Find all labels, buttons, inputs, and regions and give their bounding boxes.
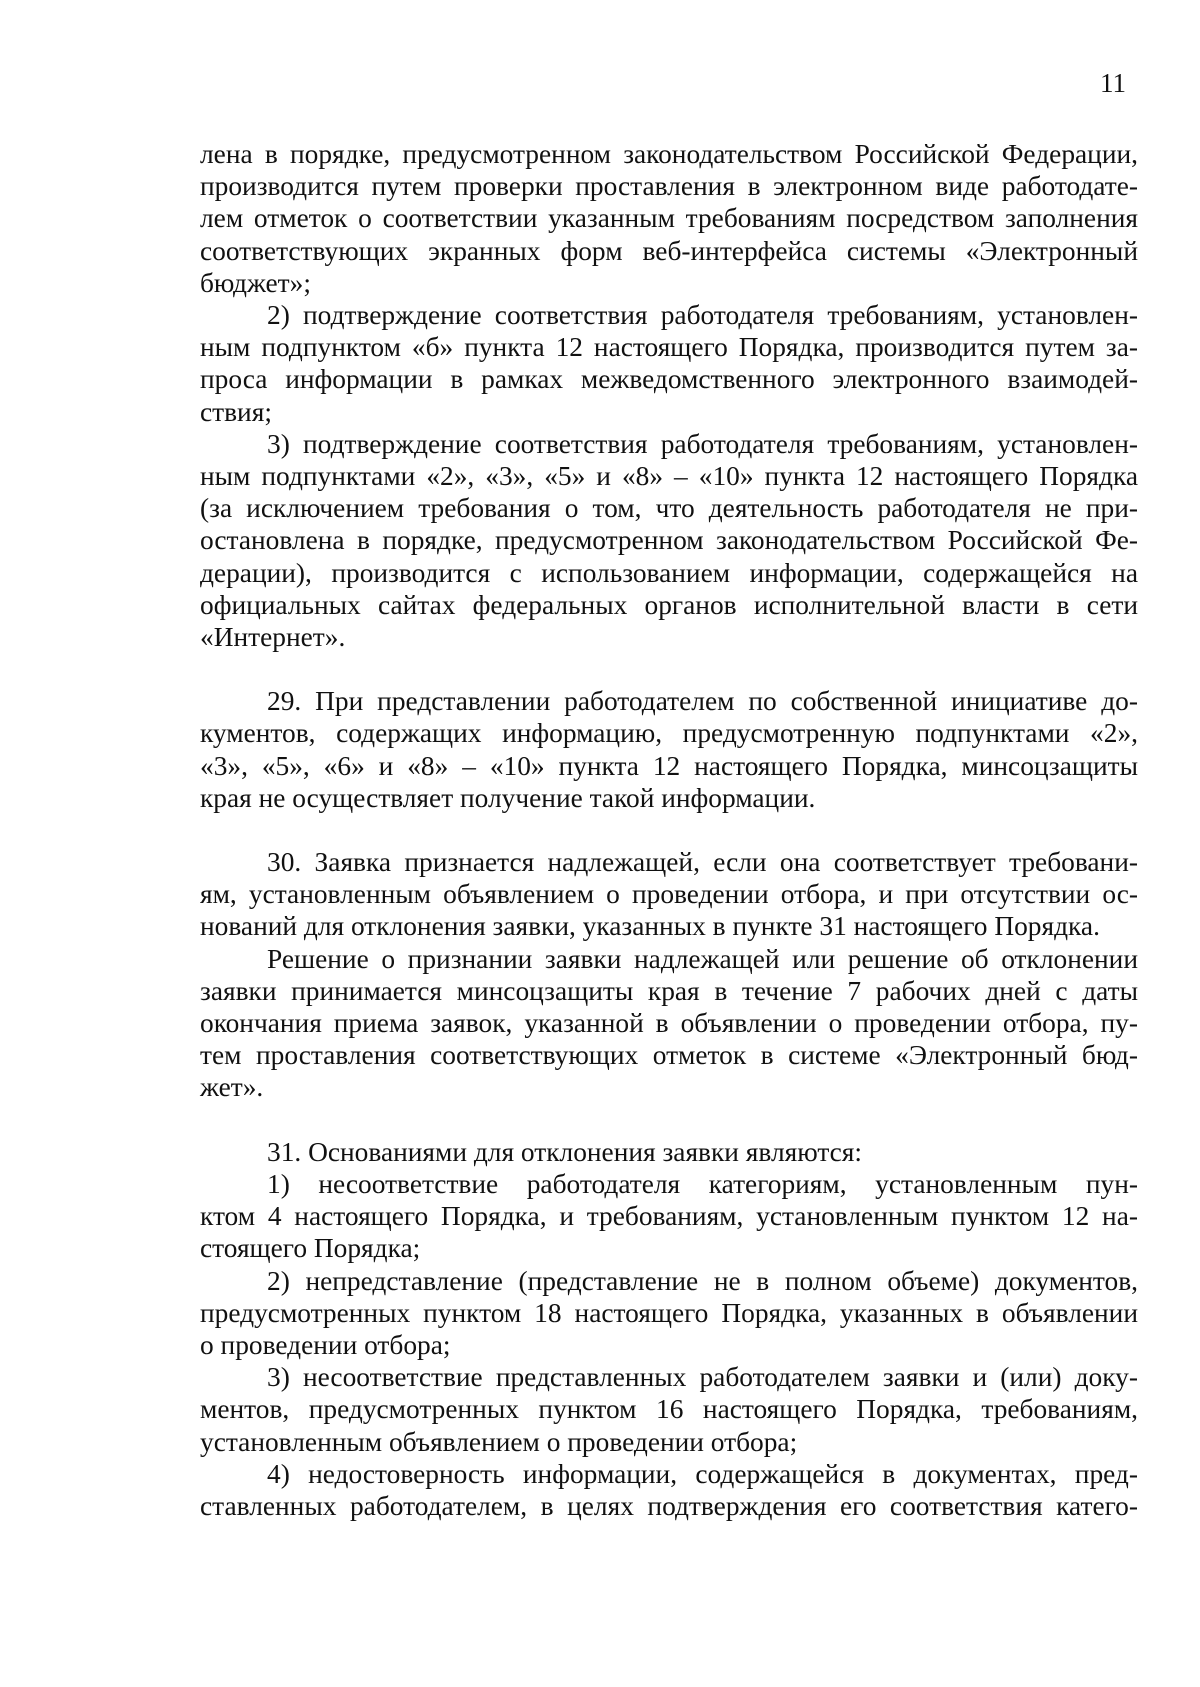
text-line: стоящего Порядка; xyxy=(200,1233,421,1264)
paragraph-p3 xyxy=(200,428,1138,653)
text-line: ным подпунктом «б» пункта 12 настоящего Порядка, производится путем за- xyxy=(200,332,1138,363)
text-line: 1) несоответствие работодателя категориям, установленным пун- xyxy=(267,1168,1138,1199)
text-line: заявки принимается минсоцзащиты края в течение 7 рабочих дней с даты xyxy=(200,975,1138,1006)
text-line: 2) непредставление (представление не в полном объеме) документов, xyxy=(267,1265,1138,1296)
paragraph-p6 xyxy=(200,943,1138,1104)
text-line: «3», «5», «6» и «8» – «10» пункта 12 настоящего Порядка, минсоцзащиты xyxy=(200,750,1138,781)
text-line: установленным объявлением о проведении отбора; xyxy=(200,1426,798,1457)
paragraph-p8 xyxy=(200,1168,1138,1265)
document-body xyxy=(200,138,1138,1522)
text-line: бюджет»; xyxy=(200,267,311,298)
text-line: о проведении отбора; xyxy=(200,1329,451,1360)
text-line: ктом 4 настоящего Порядка, и требованиям, установленным пунктом 12 на- xyxy=(200,1201,1138,1232)
paragraph-p7 xyxy=(200,1136,1138,1168)
paragraph-p1 xyxy=(200,138,1138,299)
paragraph-p10 xyxy=(200,1361,1138,1458)
text-line: «Интернет». xyxy=(200,622,346,653)
paragraph-gap xyxy=(200,1104,1138,1136)
text-line: ствия; xyxy=(200,396,272,427)
text-line: жет». xyxy=(200,1072,264,1103)
text-line: Решение о признании заявки надлежащей или решение об отклонении xyxy=(267,943,1138,974)
paragraph-p11 xyxy=(200,1458,1138,1522)
text-line: 3) несоответствие представленных работодателем заявки и (или) доку- xyxy=(267,1362,1138,1393)
paragraph-gap xyxy=(200,653,1138,685)
text-line: края не осуществляет получение такой информации. xyxy=(200,782,816,813)
text-line: ментов, предусмотренных пунктом 16 настоящего Порядка, требованиям, xyxy=(200,1394,1138,1425)
text-line: 4) недостоверность информации, содержащейся в документах, пред- xyxy=(267,1458,1138,1489)
text-line: предусмотренных пунктом 18 настоящего Порядка, указанных в объявлении xyxy=(200,1297,1138,1328)
text-line: 31. Основаниями для отклонения заявки являются: xyxy=(267,1136,862,1167)
paragraph-p5 xyxy=(200,846,1138,943)
text-line: производится путем проверки проставления в электронном виде работодате- xyxy=(200,171,1138,202)
text-line: ям, установленным объявлением о проведении отбора, и при отсутствии ос- xyxy=(200,879,1138,910)
paragraph-p4 xyxy=(200,685,1138,814)
page-number: 11 xyxy=(1100,68,1126,98)
text-line: (за исключением требования о том, что деятельность работодателя не при- xyxy=(200,493,1138,524)
text-line: 30. Заявка признается надлежащей, если она соответствует требовани- xyxy=(267,847,1138,878)
text-line: соответствующих экранных форм веб-интерфейса системы «Электронный xyxy=(200,235,1138,266)
text-line: тем проставления соответствующих отметок в системе «Электронный бюд- xyxy=(200,1040,1138,1071)
text-line: нований для отклонения заявки, указанных в пункте 31 настоящего Порядка. xyxy=(200,911,1100,942)
text-line: дерации), производится с использованием информации, содержащейся на xyxy=(200,557,1138,588)
text-line: окончания приема заявок, указанной в объявлении о проведении отбора, пу- xyxy=(200,1008,1138,1039)
paragraph-gap xyxy=(200,814,1138,846)
text-line: остановлена в порядке, предусмотренном законодательством Российской Фе- xyxy=(200,525,1138,556)
text-line: 29. При представлении работодателем по собственной инициативе до- xyxy=(267,686,1138,717)
text-line: ставленных работодателем, в целях подтверждения его соответствия катего- xyxy=(200,1490,1138,1521)
text-line: проса информации в рамках межведомственного электронного взаимодей- xyxy=(200,364,1138,395)
text-line: ным подпунктами «2», «3», «5» и «8» – «10» пункта 12 настоящего Порядка xyxy=(200,461,1138,492)
paragraph-p9 xyxy=(200,1265,1138,1362)
text-line: лена в порядке, предусмотренном законодательством Российской Федерации, xyxy=(200,139,1138,169)
text-line: лем отметок о соответствии указанным требованиям посредством заполнения xyxy=(200,203,1138,234)
paragraph-p2 xyxy=(200,299,1138,428)
text-line: 2) подтверждение соответствия работодателя требованиям, установлен- xyxy=(267,300,1138,331)
text-line: официальных сайтах федеральных органов исполнительной власти в сети xyxy=(200,589,1138,620)
text-line: кументов, содержащих информацию, предусмотренную подпунктами «2», xyxy=(200,718,1138,749)
text-line: 3) подтверждение соответствия работодателя требованиям, установлен- xyxy=(267,428,1138,459)
